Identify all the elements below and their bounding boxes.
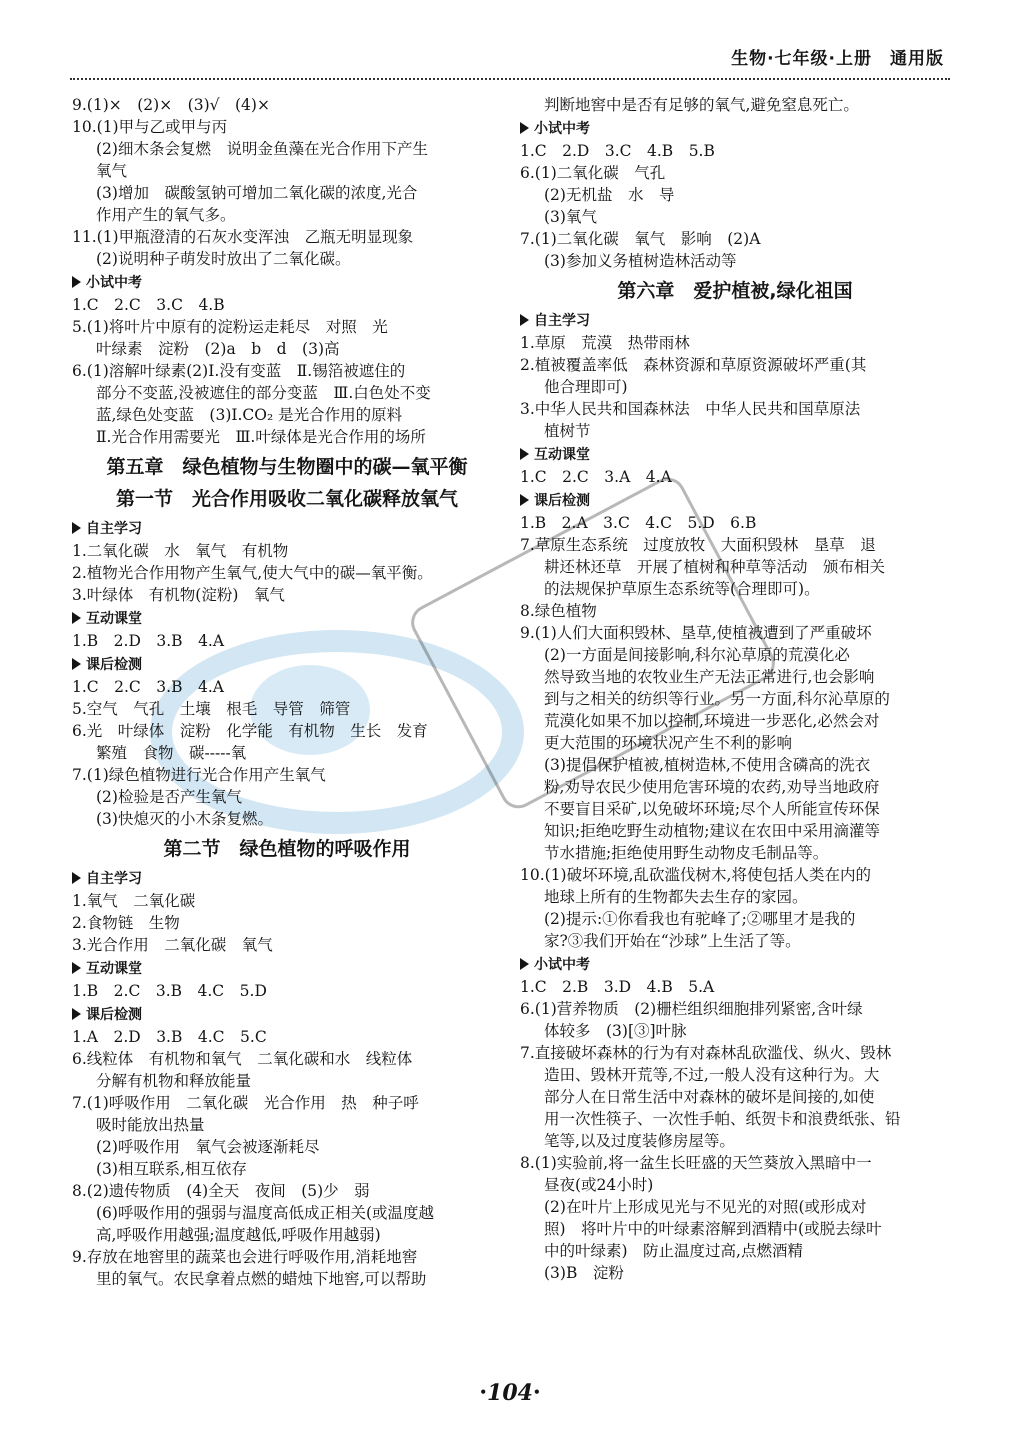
answer-line: 吸时能放出热量 [96,1116,205,1134]
answer-line: 笔等,以及过度装修房屋等。 [544,1132,735,1150]
section-heading-label: 小试中考 [86,275,142,291]
answer-line: 2.植物光合作用物产生氧气,使大气中的碳—氧平衡。 [72,564,433,582]
answer-line: 6.光 叶绿体 淀粉 化学能 有机物 生长 发育 [72,722,428,740]
answer-line: 作用产生的氧气多。 [96,206,236,224]
answer-line: 9.(1)× (2)× (3)√ (4)× [72,96,270,114]
left-column [72,94,502,1290]
answer-line: 照) 将叶片中的叶绿素溶解到酒精中(或脱去绿叶 [544,1220,882,1238]
answer-line: 知识;拒绝吃野生动植物;建议在农田中采用滴灌等 [544,822,880,840]
answer-line: 1.B 2.C 3.B 4.C 5.D [72,982,267,1000]
section-heading [72,608,502,630]
answer-line: (2)检验是否产生氧气 [96,788,242,806]
answer-line: 5.(1)将叶片中原有的淀粉运走耗尽 对照 光 [72,318,388,336]
section-triangle-icon [520,494,529,506]
answer-line: 繁殖 食物 碳-----氧 [96,744,247,762]
section-heading [72,868,502,890]
answer-line: (3)增加 碳酸氢钠可增加二氧化碳的浓度,光合 [96,184,418,202]
section-triangle-icon [72,962,81,974]
answer-line: 1.A 2.D 3.B 4.C 5.C [72,1028,267,1046]
answer-line: (3)氧气 [544,208,597,226]
section-heading [72,1004,502,1026]
section-heading [72,518,502,540]
answer-line: (2)呼吸作用 氧气会被逐渐耗尽 [96,1138,320,1156]
answer-line: 部分人在日常生活中对森林的破坏是间接的,如使 [544,1088,875,1106]
answer-line: (2)细木条会复燃 说明金鱼藻在光合作用下产生 [96,140,428,158]
answer-line: 1.二氧化碳 水 氧气 有机物 [72,542,289,560]
section-heading-label: 互动课堂 [534,447,590,463]
answer-line: 家?③我们开始在“沙球”上生活了等。 [544,932,801,950]
answer-line: 1.C 2.D 3.C 4.B 5.B [520,142,715,160]
page-number-ornament-right: • [532,1385,541,1399]
answer-line: (2)无机盐 水 导 [544,186,675,204]
section-heading [520,490,950,512]
chapter-title: 第二节 绿色植物的呼吸作用 [163,838,411,860]
answer-line: 用一次性筷子、一次性手帕、纸贺卡和浪费纸张、铅 [544,1110,901,1128]
section-heading [72,654,502,676]
section-triangle-icon [72,1008,81,1020]
answer-line: 中的叶绿素) 防止温度过高,点燃酒精 [544,1242,803,1260]
answer-line: 蓝,绿色处变蓝 (3)Ⅰ.CO₂ 是光合作用的原料 [96,406,403,424]
answer-line: 到与之相关的纺织等行业。另一方面,科尔沁草原的 [544,690,890,708]
answer-line: 6.(1)营养物质 (2)栅栏组织细胞排列紧密,含叶绿 [520,1000,863,1018]
answer-line: 然导致当地的农牧业生产无法正常进行,也会影响 [544,668,875,686]
section-triangle-icon [520,122,529,134]
answer-line: 部分不变蓝,没被遮住的部分变蓝 Ⅲ.白色处不变 [96,384,431,402]
section-heading-label: 互动课堂 [86,611,142,627]
answer-line: 里的氧气。农民拿着点燃的蜡烛下地窖,可以帮助 [96,1270,427,1288]
answer-line: 10.(1)破坏环境,乱砍滥伐树木,将使包括人类在内的 [520,866,871,884]
answer-line: (3)参加义务植树造林活动等 [544,252,737,270]
answer-line: 11.(1)甲瓶澄清的石灰水变浑浊 乙瓶无明显现象 [72,228,414,246]
right-column [520,94,950,1284]
answer-line: 3.中华人民共和国森林法 中华人民共和国草原法 [520,400,861,418]
answer-line: 他合理即可) [544,378,628,396]
answer-line: 7.(1)绿色植物进行光合作用产生氧气 [72,766,326,784]
answer-line: 更大范围的环境状况产生不利的影响 [544,734,793,752]
chapter-title: 第一节 光合作用吸收二氧化碳释放氧气 [115,488,458,510]
answer-line: 造田、毁林开荒等,不过,一般人没有这种行为。大 [544,1066,880,1084]
section-heading-label: 课后检测 [86,1007,142,1023]
answer-line: Ⅱ.光合作用需要光 Ⅲ.叶绿体是光合作用的场所 [96,428,426,446]
answer-line: 2.食物链 生物 [72,914,180,932]
answer-line: 1.C 2.C 3.B 4.A [72,678,224,696]
answer-line: 粉,劝导农民少使用危害环境的农药,劝导当地政府 [544,778,880,796]
chapter-title: 第六章 爱护植被,绿化祖国 [617,280,853,302]
answer-line: 9.(1)人们大面积毁林、垦草,使植被遭到了严重破坏 [520,624,872,642]
answer-line: 3.叶绿体 有机物(淀粉) 氧气 [72,586,285,604]
page-number-ornament-left: • [479,1385,488,1399]
section-heading [520,954,950,976]
answer-line: 6.线粒体 有机物和氧气 二氧化碳和水 线粒体 [72,1050,413,1068]
section-heading-label: 课后检测 [86,657,142,673]
section-heading-label: 自主学习 [86,871,142,887]
header-divider [70,78,950,80]
answer-line: 体较多 (3)[③]叶脉 [544,1022,687,1040]
page-number-text: 104 [487,1380,533,1406]
answer-line: 1.B 2.A 3.C 4.C 5.D 6.B [520,514,757,532]
answer-line: 1.C 2.C 3.A 4.A [520,468,672,486]
answer-line: (3)相互联系,相互依存 [96,1160,247,1178]
section-triangle-icon [520,314,529,326]
answer-line: 地球上所有的生物都失去生存的家园。 [544,888,808,906]
answer-line: 判断地窖中是否有足够的氧气,避免窒息死亡。 [544,96,859,114]
answer-line: (2)在叶片上形成见光与不见光的对照(或形成对 [544,1198,867,1216]
answer-line: 6.(1)溶解叶绿素(2)Ⅰ.没有变蓝 Ⅱ.锡箔被遮住的 [72,362,406,380]
answer-line: 的法规保护草原生态系统等(合理即可)。 [544,580,820,598]
chapter-title: 第五章 绿色植物与生物圈中的碳—氧平衡 [106,456,468,478]
section-heading [520,444,950,466]
section-heading-label: 自主学习 [534,313,590,329]
answer-line: 昼夜(或24小时) [544,1176,654,1194]
answer-line: 5.空气 气孔 土壤 根毛 导管 筛管 [72,700,351,718]
section-heading [520,118,950,140]
answer-line: (3)B 淀粉 [544,1264,624,1282]
section-heading [72,958,502,980]
answer-line: (2)说明种子萌发时放出了二氧化碳。 [96,250,351,268]
section-heading [72,272,502,294]
section-triangle-icon [72,872,81,884]
answer-line: (2)一方面是间接影响,科尔沁草原的荒漠化必 [544,646,850,664]
answer-line: 10.(1)甲与乙或甲与丙 [72,118,228,136]
section-triangle-icon [72,658,81,670]
answer-line: (3)提倡保护植被,植树造林,不使用含磷高的洗衣 [544,756,871,774]
answer-line: 7.草原生态系统 过度放牧 大面积毁林 垦草 退 [520,536,876,554]
answer-line: 1.C 2.B 3.D 4.B 5.A [520,978,715,996]
answer-line: 不要盲目采矿,以免破坏环境;尽个人所能宣传环保 [544,800,880,818]
section-triangle-icon [72,276,81,288]
answer-line: 1.草原 荒漠 热带雨林 [520,334,690,352]
section-heading-label: 自主学习 [86,521,142,537]
section-heading [520,310,950,332]
answer-line: 1.氧气 二氧化碳 [72,892,196,910]
page-header: 生物·七年级·上册 通用版 [731,49,944,69]
section-heading-label: 小试中考 [534,957,590,973]
answer-line: (3)快熄灭的小木条复燃。 [96,810,273,828]
answer-line: 2.植被覆盖率低 森林资源和草原资源破坏严重(其 [520,356,867,374]
answer-line: 耕还林还草 开展了植树和种草等活动 颁布相关 [544,558,886,576]
page-number [470,1380,550,1406]
answer-line: 高,呼吸作用越强;温度越低,呼吸作用越弱) [96,1226,381,1244]
answer-line: 8.(2)遗传物质 (4)全天 夜间 (5)少 弱 [72,1182,370,1200]
section-triangle-icon [72,612,81,624]
answer-line: 叶绿素 淀粉 (2)a b d (3)高 [96,340,340,358]
answer-line: 7.(1)呼吸作用 二氧化碳 光合作用 热 种子呼 [72,1094,419,1112]
answer-line: 分解有机物和释放能量 [96,1072,252,1090]
answer-line: (2)提示:①你看我也有驼峰了;②哪里才是我的 [544,910,856,928]
answer-line: 9.存放在地窖里的蔬菜也会进行呼吸作用,消耗地窖 [72,1248,418,1266]
answer-line: 8.绿色植物 [520,602,597,620]
section-heading-label: 课后检测 [534,493,590,509]
answer-line: 8.(1)实验前,将一盆生长旺盛的天竺葵放入黑暗中一 [520,1154,872,1172]
answer-line: 1.B 2.D 3.B 4.A [72,632,225,650]
section-heading-label: 互动课堂 [86,961,142,977]
answer-line: 氧气 [96,162,128,180]
answer-line: 3.光合作用 二氧化碳 氧气 [72,936,273,954]
answer-line: 植树节 [544,422,591,440]
section-triangle-icon [72,522,81,534]
answer-line: 6.(1)二氧化碳 气孔 [520,164,666,182]
section-triangle-icon [520,958,529,970]
answer-line: 7.直接破坏森林的行为有对森林乱砍滥伐、纵火、毁林 [520,1044,892,1062]
answer-line: 7.(1)二氧化碳 氧气 影响 (2)A [520,230,761,248]
answer-line: 荒漠化如果不加以控制,环境进一步恶化,必然会对 [544,712,880,730]
answer-line: (6)呼吸作用的强弱与温度高低成正相关(或温度越 [96,1204,435,1222]
section-heading-label: 小试中考 [534,121,590,137]
answer-line: 1.C 2.C 3.C 4.B [72,296,225,314]
answer-line: 节水措施;拒绝使用野生动物皮毛制品等。 [544,844,829,862]
section-triangle-icon [520,448,529,460]
